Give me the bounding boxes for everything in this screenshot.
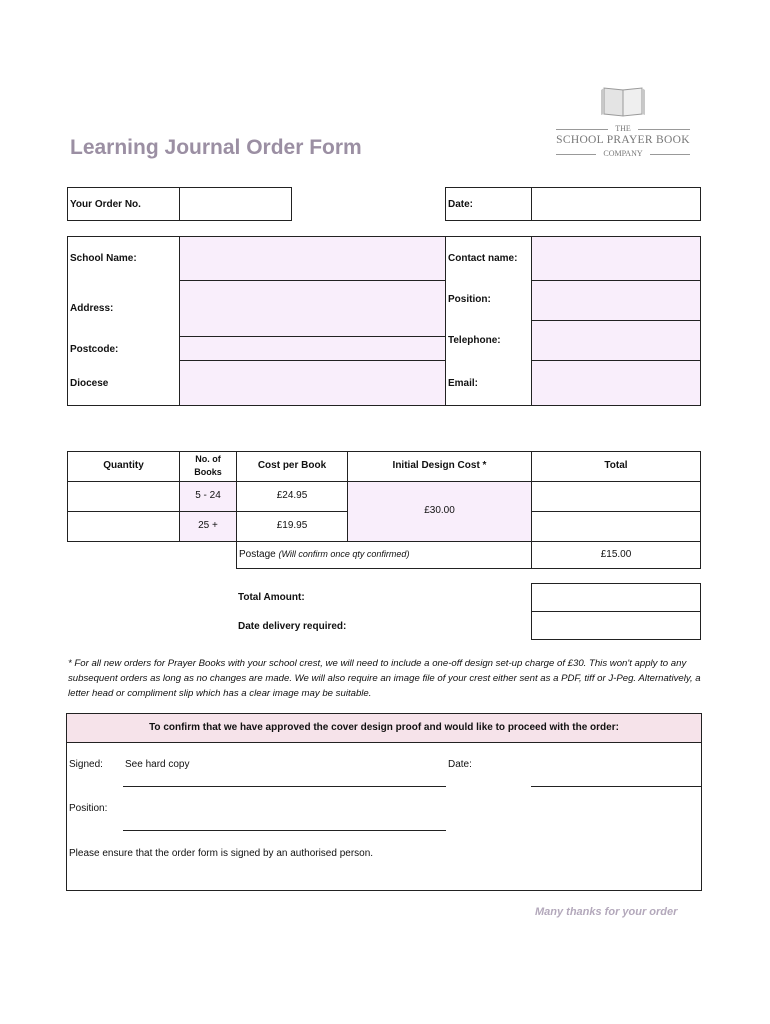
order-no-field[interactable] xyxy=(179,187,292,221)
diocese-field[interactable] xyxy=(179,360,446,406)
total-amount-field[interactable] xyxy=(531,583,701,612)
address-field[interactable] xyxy=(179,280,446,337)
confirm-position-label: Position: xyxy=(69,803,108,814)
position-label: Position: xyxy=(448,294,491,305)
confirm-date-line[interactable] xyxy=(531,786,702,787)
total-field-row2[interactable] xyxy=(531,511,701,542)
delivery-date-label: Date delivery required: xyxy=(238,621,347,632)
date-label: Date: xyxy=(448,199,474,210)
email-field[interactable] xyxy=(531,360,701,406)
logo-line-company-name: SCHOOL PRAYER BOOK xyxy=(556,134,690,146)
delivery-date-field[interactable] xyxy=(531,611,701,640)
signed-value[interactable]: See hard copy xyxy=(125,759,190,770)
telephone-field[interactable] xyxy=(531,320,701,361)
quantity-header: Quantity xyxy=(103,460,144,471)
address-label: Address: xyxy=(70,303,114,314)
diocese-label: Diocese xyxy=(70,378,109,389)
quantity-field-row1[interactable] xyxy=(67,481,180,512)
postcode-label: Postcode: xyxy=(70,344,119,355)
school-name-label: School Name: xyxy=(70,253,137,264)
design-cost-value: £30.00 xyxy=(424,505,455,516)
total-field-row1[interactable] xyxy=(531,481,701,512)
quantity-field-row2[interactable] xyxy=(67,511,180,542)
contact-name-label: Contact name: xyxy=(448,253,518,264)
total-amount-label: Total Amount: xyxy=(238,592,305,603)
school-name-field[interactable] xyxy=(179,236,446,281)
cost-header: Cost per Book xyxy=(257,460,327,471)
signed-line[interactable] xyxy=(123,786,446,787)
confirm-position-line[interactable] xyxy=(123,830,446,831)
postage-note: (Will confirm once qty confirmed) xyxy=(278,549,410,559)
postcode-field[interactable] xyxy=(179,336,446,361)
position-field[interactable] xyxy=(531,280,701,321)
postage-total: £15.00 xyxy=(600,549,632,560)
signed-label: Signed: xyxy=(69,759,103,770)
company-logo xyxy=(548,84,698,164)
total-header: Total xyxy=(604,460,628,471)
books-header: No. of Books xyxy=(194,454,222,477)
logo-line-company: COMPANY xyxy=(603,149,643,158)
logo-line-the: THE xyxy=(615,124,631,133)
confirmation-heading: To confirm that we have approved the cover design proof and would like to proceed with the order: xyxy=(149,722,619,733)
contact-name-field[interactable] xyxy=(531,236,701,281)
cost-value-row1: £24.95 xyxy=(276,490,308,501)
thanks-message: Many thanks for your order xyxy=(535,906,678,918)
confirm-date-label: Date: xyxy=(448,759,472,770)
page-title: Learning Journal Order Form xyxy=(70,136,362,159)
design-header: Initial Design Cost * xyxy=(392,460,487,471)
telephone-label: Telephone: xyxy=(448,335,501,346)
authorised-note: Please ensure that the order form is signed by an authorised person. xyxy=(69,848,374,859)
order-no-label: Your Order No. xyxy=(70,199,141,210)
email-label: Email: xyxy=(448,378,479,389)
date-field[interactable] xyxy=(531,187,701,221)
cost-value-row2: £19.95 xyxy=(276,520,308,531)
postage-label xyxy=(239,549,409,560)
books-value-row1: 5 - 24 xyxy=(195,490,221,501)
postage-label-text: Postage xyxy=(239,549,276,560)
books-value-row2: 25 + xyxy=(198,520,218,531)
design-charge-note: * For all new orders for Prayer Books with your school crest, we will need to include a one-off design set-up charge of £30. This won't apply to any subsequent orders as long as no changes are made. We will also require an image file of your crest either sent as a PDF, tiff or J-Peg. Alternatively, a letter head or compliment slip which has a clear image may be suitable. xyxy=(68,658,701,699)
open-book-icon xyxy=(598,84,648,118)
